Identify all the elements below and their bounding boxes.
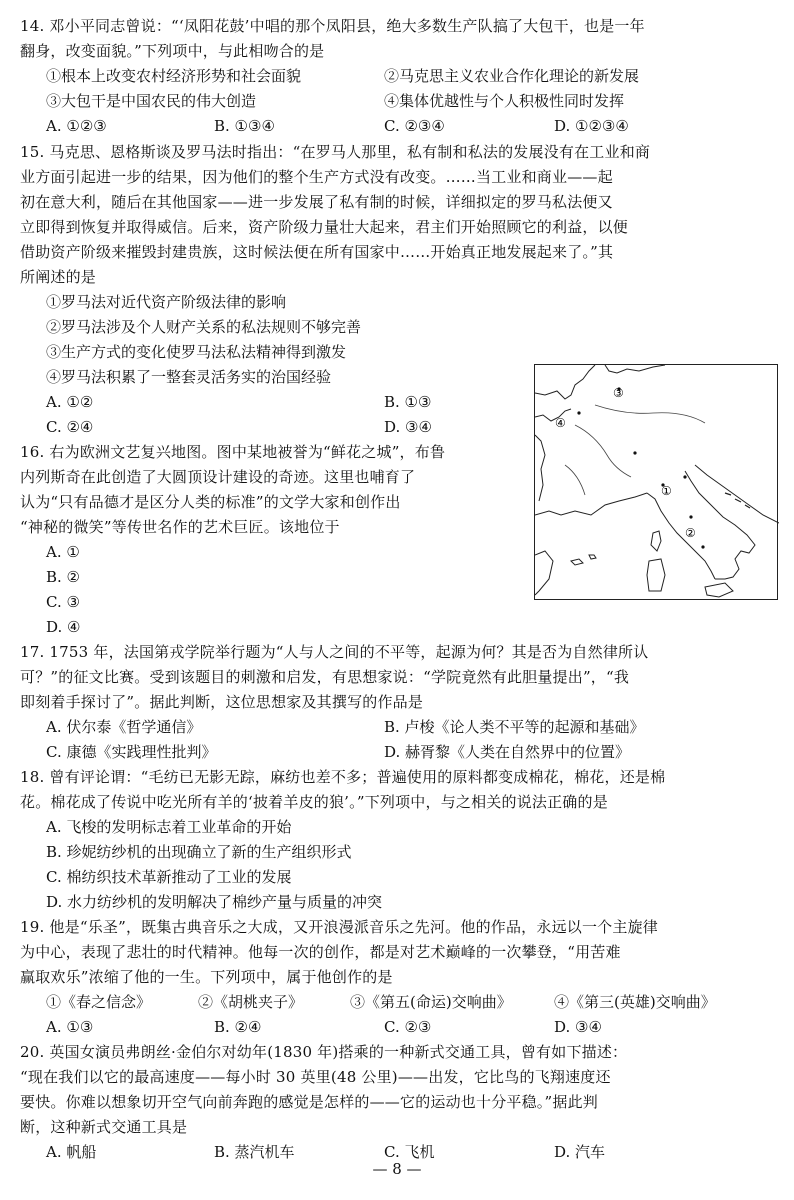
- city-dot: [633, 451, 636, 454]
- answer-option[interactable]: D. 赫胥黎《人类在自然界中的位置》: [384, 743, 631, 761]
- question-text-line: 19. 他是“乐圣”，既集古典音乐之大成，又开浪漫派音乐之先河。他的作品，永远以一个主旋律: [20, 918, 658, 936]
- statement-item: ④集体优越性与个人积极性同时发挥: [384, 92, 625, 110]
- map-marker-3: ③: [613, 386, 624, 400]
- answer-option[interactable]: B. 珍妮纺纱机的出现确立了新的生产组织形式: [46, 843, 352, 861]
- city-dot: [577, 411, 580, 414]
- answer-option[interactable]: D. 汽车: [554, 1143, 606, 1161]
- question-text-line: 即刻着手探讨了”。据此判断，这位思想家及其撰写的作品是: [20, 693, 424, 711]
- question-text-line: 可？”的征文比赛。受到该题目的刺激和启发，有思想家说：“学院竟然有此胆量提出”，“我: [20, 668, 630, 686]
- sardinia: [647, 559, 665, 591]
- statement-item: ④罗马法积累了一整套灵活务实的治国经验: [46, 368, 332, 386]
- statement-item: ②马克思主义农业合作化理论的新发展: [384, 67, 640, 85]
- answer-option[interactable]: B. ①③: [384, 393, 432, 411]
- question-text-line: 初在意大利，随后在其他国家——进一步发展了私有制的时候，详细拟定的罗马私法便又: [20, 193, 613, 211]
- italy-west-coast: [647, 493, 715, 579]
- coastline-west: [535, 435, 545, 501]
- answer-option[interactable]: B. 蒸汽机车: [214, 1143, 295, 1161]
- answer-option[interactable]: D. ③④: [554, 1018, 602, 1036]
- city-dot: [683, 475, 686, 478]
- city-dot: [689, 515, 692, 518]
- answer-option[interactable]: B. ①③④: [214, 117, 275, 135]
- statement-item: ①《春之信念》: [46, 993, 152, 1011]
- answer-option[interactable]: D. 水力纺纱机的发明解决了棉纱产量与质量的冲突: [46, 893, 383, 911]
- spain-coast: [535, 551, 553, 595]
- question-text-line: “神秘的微笑”等传世名作的艺术巨匠。该地位于: [20, 518, 340, 536]
- answer-option[interactable]: A. ①②: [46, 393, 94, 411]
- question-text-line: 花。棉花成了传说中吃光所有羊的‘披着羊皮的狼’。”下列项中，与之相关的说法正确的是: [20, 793, 608, 811]
- map-marker-2: ②: [685, 526, 696, 540]
- question-text-line: 所阐述的是: [20, 268, 97, 286]
- map-drawing: [535, 365, 779, 601]
- coastline-south-france: [535, 493, 647, 515]
- question-text-line: 15. 马克思、恩格斯谈及罗马法时指出：“在罗马人那里，私有制和私法的发展没有在工业和商: [20, 143, 651, 161]
- answer-option[interactable]: C. ②④: [46, 418, 94, 436]
- question-text-line: 断，这种新式交通工具是: [20, 1118, 188, 1136]
- coastline-baltic: [605, 365, 665, 373]
- page-number: — 8 —: [372, 1160, 422, 1178]
- answer-option[interactable]: B. ②④: [214, 1018, 262, 1036]
- question-text-line: 17. 1753 年，法国第戎学院举行题为“人与人之间的不平等，起源为何？其是否为自然律所认: [20, 643, 649, 661]
- question-text-line: 16. 右为欧洲文艺复兴地图。图中某地被誉为“鲜花之城”，布鲁: [20, 443, 446, 461]
- answer-option[interactable]: D. ①②③④: [554, 117, 629, 135]
- coastline-north: [535, 365, 595, 399]
- question-text-line: 业方面引起进一步的结果，因为他们的整个生产方式没有改变。……当工业和商业——起: [20, 168, 613, 186]
- question-text-line: 内列斯奇在此创造了大圆顶设计建设的奇迹。这里也哺育了: [20, 468, 416, 486]
- question-text-line: 20. 英国女演员弗朗丝·金伯尔对幼年(1830 年)搭乘的一种新式交通工具，曾有如下描述：: [20, 1043, 628, 1061]
- answer-option[interactable]: C. ②③④: [384, 117, 445, 135]
- answer-option[interactable]: C. ②③: [384, 1018, 432, 1036]
- balkan-coast: [695, 465, 779, 523]
- city-dot: [701, 545, 704, 548]
- islands: [725, 493, 750, 508]
- river: [565, 465, 585, 495]
- answer-option[interactable]: D. ④: [46, 618, 81, 636]
- answer-option[interactable]: B. 卢梭《论人类不平等的起源和基础》: [384, 718, 645, 736]
- statement-item: ①罗马法对近代资产阶级法律的影响: [46, 293, 287, 311]
- map-marker-4: ④: [555, 416, 566, 430]
- statement-item: ③大包干是中国农民的伟大创造: [46, 92, 257, 110]
- map-marker-1: ①: [661, 484, 672, 498]
- question-text-line: 认为“只有品德才是区分人类的标准”的文学大家和创作出: [20, 493, 401, 511]
- statement-item: ④《第三(英雄)交响曲》: [554, 993, 716, 1011]
- italy-east-coast: [685, 471, 755, 579]
- answer-option[interactable]: A. ①③: [46, 1018, 94, 1036]
- answer-option[interactable]: D. ③④: [384, 418, 432, 436]
- question-text-line: 翻身，改变面貌。”下列项中，与此相吻合的是: [20, 42, 325, 60]
- question-text-line: 赢取欢乐”浓缩了他的一生。下列项中，属于他创作的是: [20, 968, 393, 986]
- europe-renaissance-map: [534, 364, 778, 600]
- answer-option[interactable]: A. 飞梭的发明标志着工业革命的开始: [46, 818, 292, 836]
- sicily: [705, 583, 733, 597]
- question-text-line: 18. 曾有评论谓：“毛纺已无影无踪，麻纺也差不多；普遍使用的原料都变成棉花，棉花，还是棉: [20, 768, 666, 786]
- answer-option[interactable]: C. ③: [46, 593, 80, 611]
- answer-option[interactable]: A. ①②③: [46, 117, 107, 135]
- statement-item: ③生产方式的变化使罗马法私法精神得到激发: [46, 343, 347, 361]
- statement-item: ③《第五(命运)交响曲》: [350, 993, 512, 1011]
- statement-item: ①根本上改变农村经济形势和社会面貌: [46, 67, 302, 85]
- question-text-line: 借助资产阶级来摧毁封建贵族，这时候法便在所有国家中……开始真正地发展起来了。”其: [20, 243, 614, 261]
- question-text-line: 14. 邓小平同志曾说：“‘凤阳花鼓’中唱的那个凤阳县，绝大多数生产队搞了大包干，也是一年: [20, 17, 645, 35]
- statement-item: ②罗马法涉及个人财产关系的私法规则不够完善: [46, 318, 362, 336]
- corsica: [651, 531, 661, 551]
- question-text-line: 立即得到恢复并取得威信。后来，资产阶级力量壮大起来，君主们开始照顾它的利益，以便: [20, 218, 629, 236]
- question-text-line: 为中心，表现了悲壮的时代精神。他每一次的创作，都是对艺术巅峰的一次攀登，“用苦难: [20, 943, 621, 961]
- balearic: [571, 555, 596, 565]
- answer-option[interactable]: A. ①: [46, 543, 80, 561]
- answer-option[interactable]: B. ②: [46, 568, 81, 586]
- river: [595, 405, 705, 423]
- question-text-line: 要快。你难以想象切开空气向前奔跑的感觉是怎样的——它的运动也十分平稳。”据此判: [20, 1093, 598, 1111]
- answer-option[interactable]: C. 康德《实践理性批判》: [46, 743, 217, 761]
- answer-option[interactable]: A. 伏尔泰《哲学通信》: [46, 718, 202, 736]
- question-text-line: “现在我们以它的最高速度——每小时 30 英里(48 公里)——出发，它比鸟的飞翔速度还: [20, 1068, 611, 1086]
- river: [575, 425, 631, 477]
- statement-item: ②《胡桃夹子》: [198, 993, 304, 1011]
- answer-option[interactable]: C. 棉纺织技术革新推动了工业的发展: [46, 868, 292, 886]
- answer-option[interactable]: C. 飞机: [384, 1143, 435, 1161]
- answer-option[interactable]: A. 帆船: [46, 1143, 97, 1161]
